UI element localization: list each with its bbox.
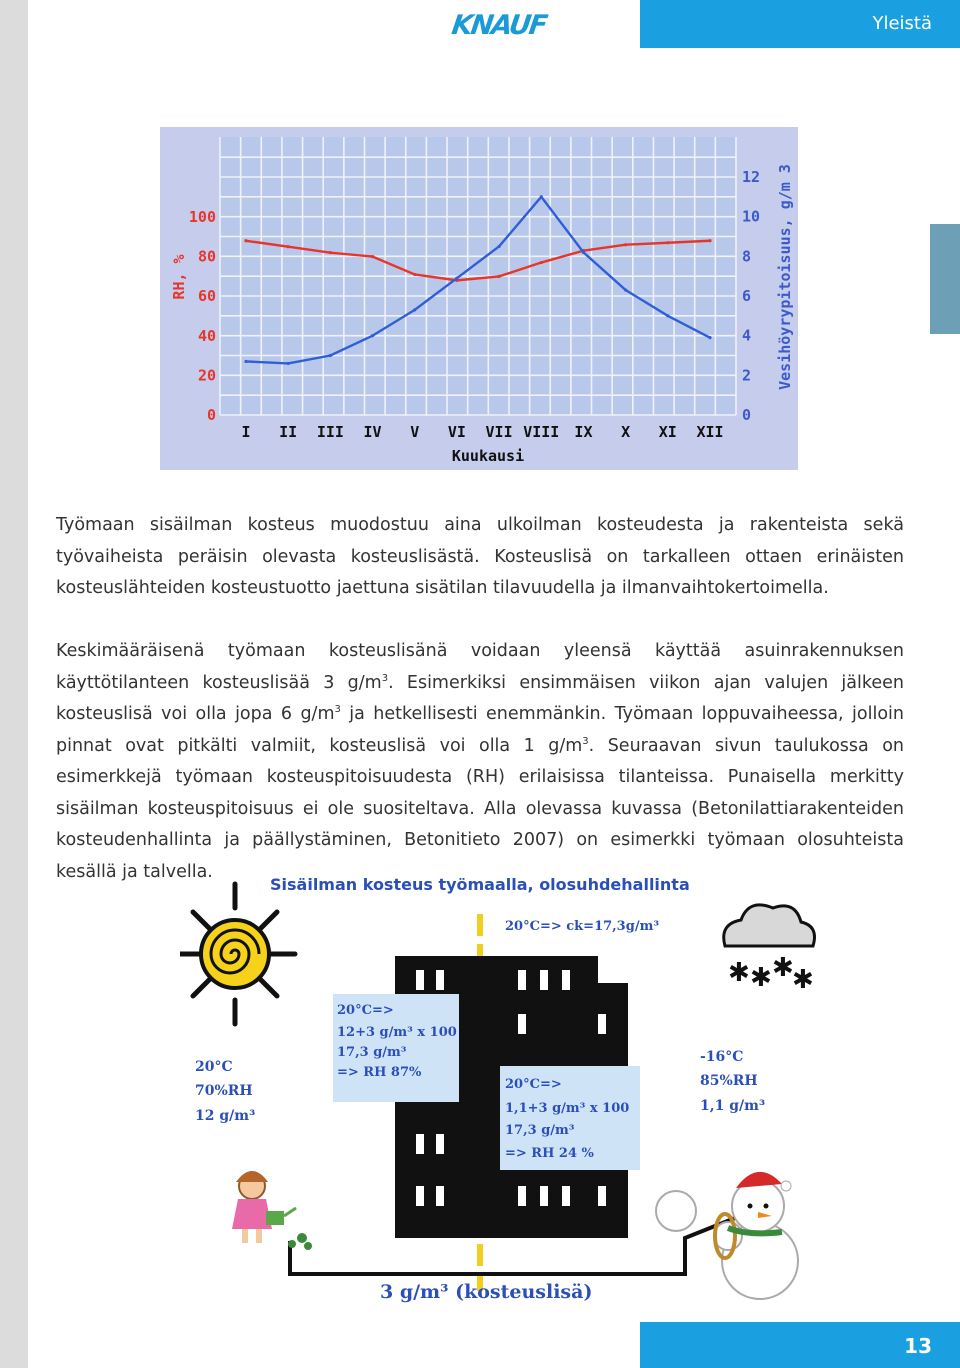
page-number: 13 — [904, 1334, 932, 1358]
series-1-point — [497, 275, 500, 278]
left-tick-label: 20 — [197, 366, 216, 385]
top-note: 20°C=> ck=17,3g/m³ — [505, 919, 660, 934]
series-1-point — [287, 245, 290, 248]
right-tick-label: 6 — [742, 287, 752, 305]
x-tick-label: VIII — [523, 423, 560, 441]
winter-outdoor-temp: -16°C — [700, 1049, 744, 1065]
superscript: 3 — [334, 704, 341, 716]
summer-indoor-line-2: 12+3 g/m³ x 100 — [337, 1025, 457, 1040]
summer-outdoor-temp: 20°C — [195, 1059, 233, 1075]
winter-indoor-line-4: => RH 24 % — [505, 1146, 594, 1161]
winter-outdoor-content: 1,1 g/m³ — [700, 1098, 766, 1114]
winter-indoor-line-1: 20°C=> — [505, 1077, 562, 1092]
x-tick-label: XII — [696, 423, 724, 441]
humidity-chart-svg — [160, 127, 798, 470]
svg-text:✱: ✱ — [728, 958, 750, 988]
x-tick-label: III — [316, 423, 344, 441]
p2-part-c: ja hetkellisesti enemmänkin. Työmaan loppuvaiheessa, jolloin pinnat ovat pitkälti valmiit, kosteuslisä voi olla 1 g/m — [56, 704, 904, 756]
x-tick-label: XI — [658, 423, 677, 441]
series-2-point — [497, 245, 500, 248]
bottom-label: 3 g/m³ (kosteuslisä) — [380, 1281, 593, 1303]
series-1-point — [413, 273, 416, 276]
series-2-point — [455, 277, 458, 280]
summer-indoor-line-3: 17,3 g/m³ — [337, 1045, 407, 1060]
svg-text:✱: ✱ — [772, 953, 794, 983]
left-tick-label: 40 — [197, 326, 216, 345]
right-tick-label: 2 — [742, 366, 752, 385]
x-tick-label: IV — [363, 423, 382, 441]
series-2-point — [244, 360, 247, 363]
p2-part-d: . Seuraavan sivun taulukossa on esimerkkejä työmaan kosteuspitoisuudesta (RH) erilaisissa tilanteissa. Punaisella merkitty sisäilman kosteuspitoisuus ei ole suositeltava. Alla olevassa kuvassa (Betonilattiarakenteiden kosteudenhallinta ja päällystäminen, Betonitieto 2007) on esimerkki työmaan olosuhteista kesällä ja talvella. — [56, 735, 905, 882]
right-tick-label: 4 — [742, 326, 752, 345]
series-1-point — [624, 243, 627, 246]
x-axis-label: Kuukausi — [451, 447, 525, 465]
illustration-title: Sisäilman kosteus työmaalla, olosuhdehallinta — [270, 875, 690, 894]
winter-indoor-line-3: 17,3 g/m³ — [505, 1123, 575, 1138]
left-tick-label: 0 — [206, 406, 216, 424]
superscript: 3 — [582, 735, 589, 747]
summer-outdoor-content: 12 g/m³ — [195, 1108, 256, 1124]
right-tick-label: 12 — [742, 168, 761, 186]
x-tick-label: IX — [574, 423, 593, 441]
summer-indoor-line-4: => RH 87% — [337, 1065, 422, 1080]
left-tick-label: 60 — [197, 287, 216, 306]
series-2-point — [582, 251, 585, 254]
x-tick-label: X — [621, 423, 631, 441]
series-2-point — [540, 195, 543, 198]
page-number-tab — [640, 1322, 960, 1368]
winter-outdoor-rh: 85%RH — [700, 1073, 758, 1089]
section-title: Yleistä — [872, 13, 932, 34]
series-1-point — [371, 255, 374, 258]
site-conditions-illustration — [180, 866, 820, 1316]
series-2-point — [413, 308, 416, 311]
p2-part-b: . Esimerkiksi ensimmäisen viikon ajan valujen jälkeen kosteuslisä voi olla jopa 6 g/m — [56, 672, 905, 724]
left-tick-label: 80 — [197, 247, 216, 266]
left-axis-label: RH, % — [170, 254, 188, 300]
x-tick-label: VII — [485, 423, 513, 441]
series-2-point — [666, 314, 669, 317]
right-tick-label: 10 — [742, 207, 761, 226]
series-2-point — [708, 336, 711, 339]
series-1-point — [244, 239, 247, 242]
svg-text:✱: ✱ — [792, 965, 814, 995]
series-1-point — [708, 239, 711, 242]
right-tick-label: 8 — [742, 247, 752, 266]
section-header-tab — [640, 0, 960, 48]
p2-part-a: Keskimääräisenä työmaan kosteuslisänä voidaan yleensä käyttää asuinrakennuksen käyttötilanteen kosteuslisää 3 g/m — [56, 641, 904, 693]
x-tick-label: II — [279, 423, 298, 441]
series-2-point — [624, 288, 627, 291]
humidity-chart — [160, 127, 798, 470]
left-margin-strip — [0, 0, 28, 1368]
left-tick-label: 100 — [188, 208, 216, 226]
snowman-icon — [656, 1172, 798, 1299]
right-axis-label: Vesihöyrypitoisuus, g/m 3 — [776, 164, 794, 390]
series-1-point — [666, 241, 669, 244]
x-tick-label: I — [241, 423, 251, 441]
knauf-logo: KNAUF — [449, 10, 548, 41]
series-2-point — [287, 362, 290, 365]
superscript: 3 — [381, 672, 389, 684]
summer-outdoor-rh: 70%RH — [195, 1083, 253, 1099]
illustration-svg — [180, 866, 820, 1316]
sun-icon — [180, 884, 295, 1024]
side-marker — [930, 224, 960, 334]
winter-indoor-line-2: 1,1+3 g/m³ x 100 — [505, 1101, 630, 1116]
paragraph-moisture-addition — [56, 636, 904, 888]
right-tick-label: 0 — [742, 406, 752, 424]
girl-watering-plant-icon — [232, 1171, 312, 1250]
x-tick-label: V — [410, 423, 420, 441]
series-2-point — [371, 334, 374, 337]
summer-indoor-line-1: 20°C=> — [337, 1003, 394, 1018]
x-tick-label: VI — [447, 423, 466, 441]
series-2-point — [329, 354, 332, 357]
paragraph-intro: Työmaan sisäilman kosteus muodostuu aina ulkoilman kosteudesta ja rakenteista sekä työvaiheista peräisin olevasta kosteuslisästä. Kosteuslisä on tarkalleen ottaen erinäisten kosteuslähteiden kosteustuotto jaettuna sisätilan tilavuudella ja ilmanvaihtokertoimella. — [56, 515, 904, 598]
series-1-point — [329, 251, 332, 254]
series-1-point — [540, 261, 543, 264]
svg-text:✱: ✱ — [750, 963, 772, 993]
snow-cloud-icon — [724, 905, 815, 995]
